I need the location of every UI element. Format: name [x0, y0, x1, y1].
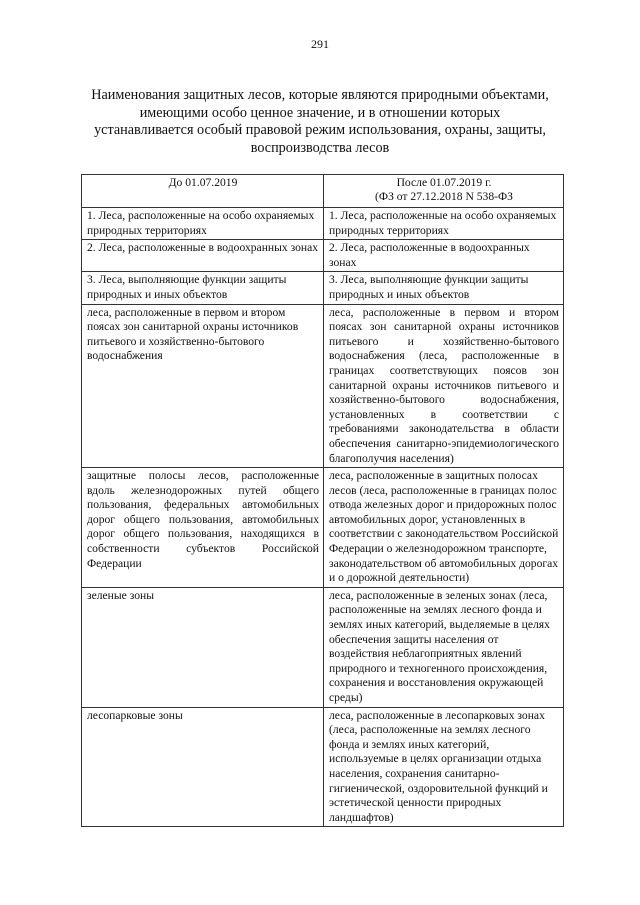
- header-before: До 01.07.2019: [82, 175, 324, 208]
- table-row: [82, 707, 564, 827]
- title-line-2: имеющими особо ценное значение, и в отношении которых: [139, 104, 501, 121]
- title-line-4: воспроизводства лесов: [250, 139, 390, 156]
- table-row: [82, 208, 564, 240]
- table-row: [82, 272, 564, 304]
- cell-after: леса, расположенные в зеленых зонах (леса, расположенные на землях лесного фонда и землях иных категорий, выделяемые в целях обеспечения защиты населения от воздействия неблагоприятных явлений природного и техногенного происхождения, сохранения и восстановления окружающей среды): [324, 587, 564, 707]
- header-after-line-2: (ФЗ от 27.12.2018 N 538-ФЗ: [375, 189, 513, 203]
- page-number: 291: [311, 37, 329, 51]
- table-header-row: [82, 175, 564, 208]
- cell-after: леса, расположенные в первом и втором поясах зон санитарной охраны источников питьевого и хозяйственно-бытового водоснабжения (леса, расположенные в границах соответствующих поясов зон санитарной охраны источников питьевого и хозяйственно-бытового водоснабжения, установленных в соответствии с требованиями законодательства в области обеспечения санитарно-эпидемиологического благополучия населения): [324, 304, 564, 468]
- cell-before: леса, расположенные в первом и втором поясах зон санитарной охраны источников питьевого и хозяйственно-бытового водоснабжения: [82, 304, 324, 468]
- cell-after: 1. Леса, расположенные на особо охраняемых природных территориях: [324, 208, 564, 240]
- cell-before: лесопарковые зоны: [82, 707, 324, 827]
- comparison-table: [81, 174, 564, 827]
- header-after: [324, 175, 564, 208]
- cell-before: 3. Леса, выполняющие функции защиты природных и иных объектов: [82, 272, 324, 304]
- cell-after: 2. Леса, расположенные в водоохранных зонах: [324, 240, 564, 272]
- cell-before: зеленые зоны: [82, 587, 324, 707]
- cell-before: защитные полосы лесов, расположенные вдоль железнодорожных путей общего пользования, федеральных автомобильных дорог общего пользования, автомобильных дорог общего пользования, находящихся в собственности субъектов Российской Федерации: [82, 468, 324, 588]
- cell-before: 1. Леса, расположенные на особо охраняемых природных территориях: [82, 208, 324, 240]
- cell-before: 2. Леса, расположенные в водоохранных зонах: [82, 240, 324, 272]
- document-title: [70, 87, 570, 157]
- table-row: [82, 468, 564, 588]
- title-line-3: устанавливается особый правовой режим использования, охраны, защиты,: [94, 122, 546, 139]
- table-row: [82, 240, 564, 272]
- cell-after: леса, расположенные в защитных полосах лесов (леса, расположенные в границах полос отвода железных дорог и придорожных полос автомобильных дорог, установленных в соответствии с законодательством Российской Федерации о железнодорожном транспорте, законодательством об автомобильных дорогах и о дорожной деятельности): [324, 468, 564, 588]
- cell-after: леса, расположенные в лесопарковых зонах (леса, расположенные на землях лесного фонда и землях иных категорий, используемые в целях организации отдыха населения, сохранения санитарно-гигиенической, оздоровительной функций и эстетической ценности природных ландшафтов): [324, 707, 564, 827]
- cell-after: 3. Леса, выполняющие функции защиты природных и иных объектов: [324, 272, 564, 304]
- table-row: [82, 587, 564, 707]
- title-line-1: Наименования защитных лесов, которые являются природными объектами,: [91, 87, 549, 103]
- header-after-line-1: После 01.07.2019 г.: [396, 176, 492, 189]
- table-row: [82, 304, 564, 468]
